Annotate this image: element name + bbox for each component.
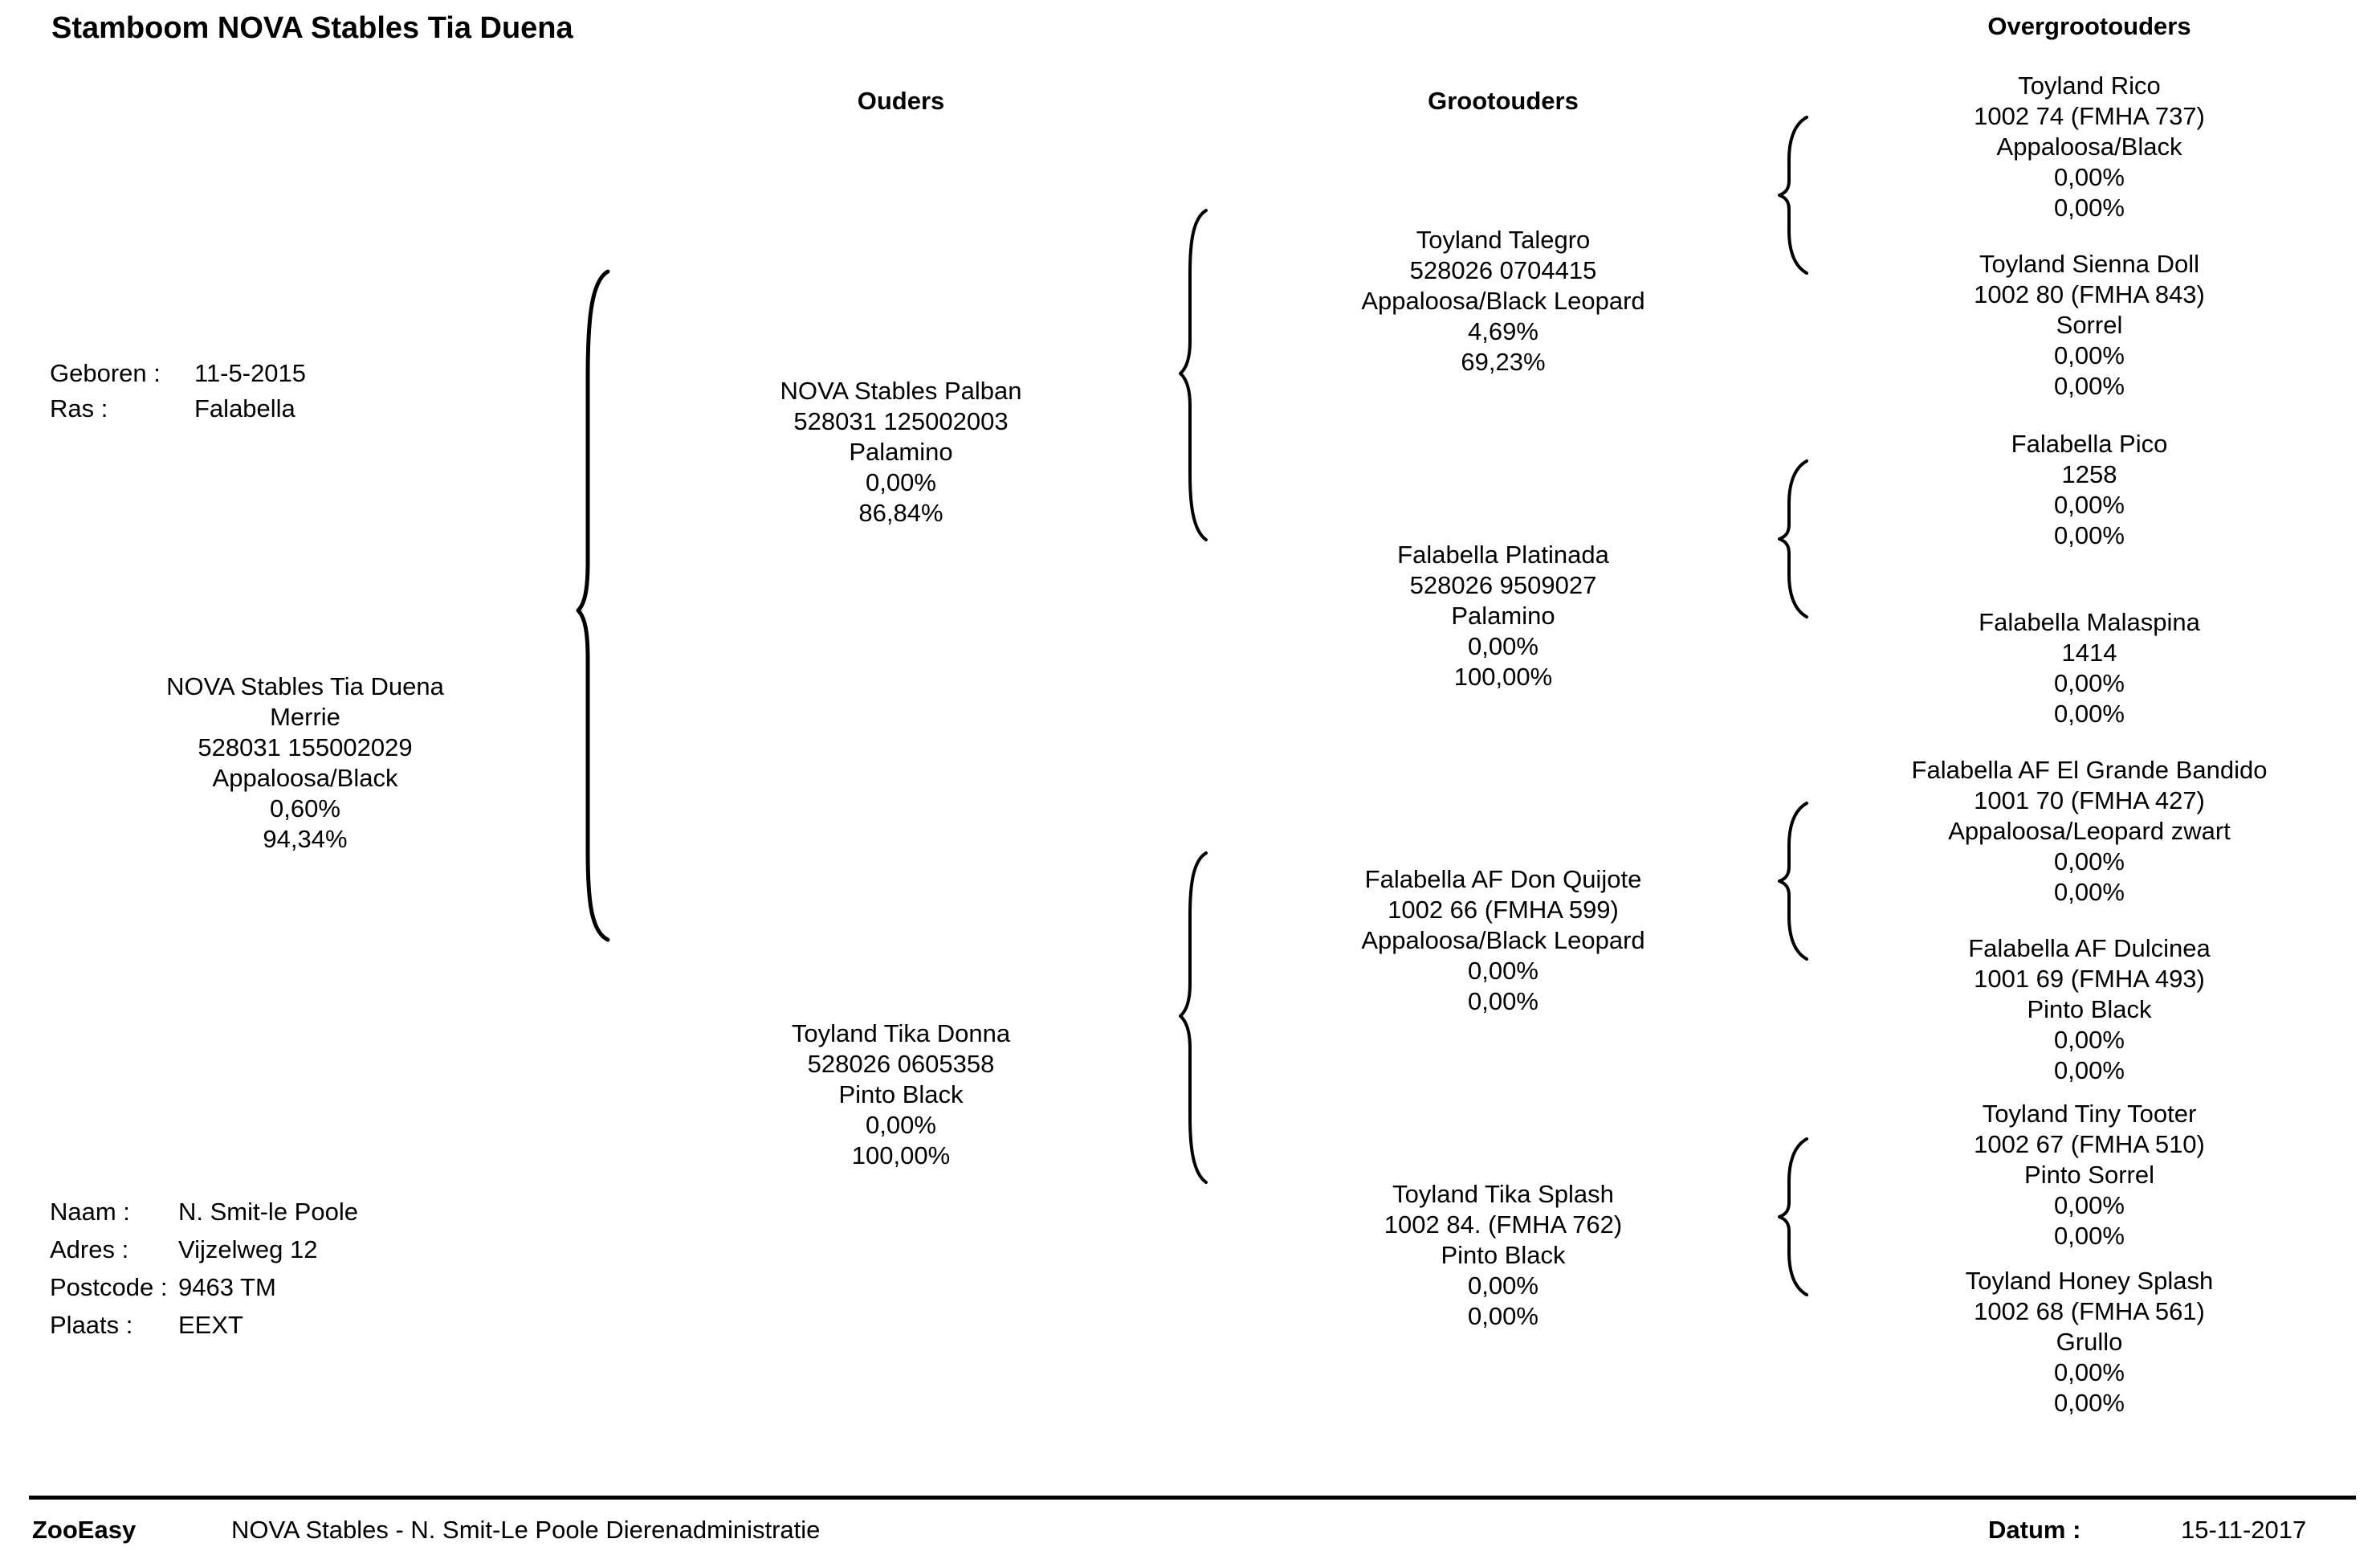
brace-grandparent-3: [1779, 803, 1807, 959]
great-grandparent-1-registration: 1002 74 (FMHA 737): [1974, 102, 2205, 130]
great-grandparent-3-percentage: 0,00%: [2054, 521, 2125, 549]
grandparent-4: [1254, 1179, 1752, 1332]
great-grandparent-3-inbreeding: 0,00%: [2054, 491, 2125, 519]
great-grandparent-1: [1840, 71, 2338, 223]
great-grandparent-2-color: Sorrel: [2056, 311, 2123, 339]
header-overgrootouders: Overgrootouders: [1987, 12, 2191, 40]
owner-city-value: EEXT: [178, 1311, 243, 1339]
great-grandparent-5-name: Falabella AF El Grande Bandido: [1911, 756, 2268, 784]
header-grootouders: Grootouders: [1428, 87, 1579, 115]
great-grandparent-4-name: Falabella Malaspina: [1979, 608, 2200, 636]
grandparent-1-color: Appaloosa/Black Leopard: [1361, 287, 1645, 315]
subject-inbreeding: 0,60%: [270, 794, 340, 822]
great-grandparent-6-registration: 1001 69 (FMHA 493): [1974, 965, 2205, 993]
great-grandparent-7: [1840, 1099, 2338, 1251]
great-grandparent-1-name: Toyland Rico: [2018, 71, 2161, 100]
parent-sire-inbreeding: 0,00%: [866, 468, 936, 496]
brace-parent-sire: [1180, 210, 1206, 540]
subject-name: NOVA Stables Tia Duena: [166, 672, 444, 700]
grandparent-2-inbreeding: 0,00%: [1468, 632, 1538, 660]
subject-block: [112, 671, 498, 855]
parent-dam-registration: 528026 0605358: [807, 1050, 995, 1078]
great-grandparent-4-inbreeding: 0,00%: [2054, 669, 2125, 697]
born-label: Geboren :: [50, 359, 161, 387]
brace-grandparent-4: [1779, 1139, 1807, 1295]
great-grandparent-2-registration: 1002 80 (FMHA 843): [1974, 280, 2205, 308]
parent-dam-percentage: 100,00%: [851, 1141, 951, 1169]
parent-sire-color: Palamino: [849, 438, 953, 466]
footer-date-value: 15-11-2017: [2181, 1516, 2307, 1544]
great-grandparent-3-registration: 1258: [2061, 460, 2117, 488]
breed-label: Ras :: [50, 394, 108, 422]
great-grandparent-8: [1840, 1266, 2338, 1418]
brace-subject: [578, 271, 608, 940]
grandparent-4-percentage: 0,00%: [1468, 1302, 1538, 1330]
parent-sire-name: NOVA Stables Palban: [780, 377, 1022, 405]
great-grandparent-2: [1840, 249, 2338, 402]
footer-description: NOVA Stables - N. Smit-Le Poole Dierenadministratie: [231, 1516, 821, 1544]
subject-percentage: 94,34%: [263, 825, 348, 853]
breed-value: Falabella: [194, 394, 295, 422]
grandparent-2-color: Palamino: [1451, 602, 1555, 630]
grandparent-1: [1254, 225, 1752, 378]
great-grandparent-6-name: Falabella AF Dulcinea: [1968, 934, 2211, 962]
footer-brand: ZooEasy: [32, 1516, 137, 1544]
owner-address-value: Vijzelweg 12: [178, 1235, 318, 1263]
great-grandparent-4-percentage: 0,00%: [2054, 700, 2125, 728]
subject-sex: Merrie: [270, 703, 340, 731]
grandparent-2: [1254, 540, 1752, 692]
header-ouders: Ouders: [857, 87, 945, 115]
owner-address-label: Adres :: [50, 1235, 129, 1263]
grandparent-1-name: Toyland Talegro: [1416, 226, 1591, 254]
great-grandparent-5: [1840, 755, 2338, 908]
parent-sire-percentage: 86,84%: [858, 499, 943, 527]
great-grandparent-5-inbreeding: 0,00%: [2054, 847, 2125, 875]
great-grandparent-4-registration: 1414: [2061, 639, 2117, 667]
great-grandparent-5-color: Appaloosa/Leopard zwart: [1948, 817, 2231, 845]
brace-grandparent-1: [1779, 117, 1807, 273]
great-grandparent-7-registration: 1002 67 (FMHA 510): [1974, 1130, 2205, 1158]
grandparent-3-name: Falabella AF Don Quijote: [1364, 865, 1642, 893]
parent-sire: [700, 376, 1102, 529]
great-grandparent-8-registration: 1002 68 (FMHA 561): [1974, 1297, 2205, 1325]
great-grandparent-8-percentage: 0,00%: [2054, 1389, 2125, 1417]
great-grandparent-4: [1840, 607, 2338, 729]
grandparent-4-inbreeding: 0,00%: [1468, 1271, 1538, 1300]
grandparent-3: [1254, 864, 1752, 1017]
great-grandparent-7-inbreeding: 0,00%: [2054, 1191, 2125, 1219]
grandparent-1-percentage: 69,23%: [1461, 348, 1546, 376]
grandparent-2-percentage: 100,00%: [1453, 663, 1553, 691]
subject-registration: 528031 155002029: [198, 733, 413, 761]
great-grandparent-3: [1840, 429, 2338, 551]
great-grandparent-2-name: Toyland Sienna Doll: [1979, 250, 2199, 278]
brace-grandparent-2: [1779, 461, 1807, 617]
grandparent-3-color: Appaloosa/Black Leopard: [1361, 926, 1645, 954]
grandparent-1-registration: 528026 0704415: [1409, 256, 1597, 284]
grandparent-1-inbreeding: 4,69%: [1468, 317, 1538, 345]
great-grandparent-8-name: Toyland Honey Splash: [1965, 1267, 2214, 1295]
parent-dam: [700, 1018, 1102, 1171]
owner-name-label: Naam :: [50, 1198, 130, 1226]
subject-color: Appaloosa/Black: [212, 764, 398, 792]
footer-date-label: Datum :: [1988, 1516, 2081, 1544]
great-grandparent-1-color: Appaloosa/Black: [1996, 133, 2182, 161]
parent-dam-inbreeding: 0,00%: [866, 1111, 936, 1139]
owner-postcode-label: Postcode :: [50, 1273, 168, 1301]
great-grandparent-2-inbreeding: 0,00%: [2054, 341, 2125, 369]
grandparent-2-name: Falabella Platinada: [1397, 541, 1609, 569]
grandparent-2-registration: 528026 9509027: [1409, 571, 1597, 599]
great-grandparent-7-percentage: 0,00%: [2054, 1222, 2125, 1250]
owner-name-value: N. Smit-le Poole: [178, 1198, 358, 1226]
great-grandparent-7-color: Pinto Sorrel: [2024, 1161, 2154, 1189]
great-grandparent-1-inbreeding: 0,00%: [2054, 163, 2125, 191]
parent-dam-color: Pinto Black: [838, 1080, 964, 1108]
brace-parent-dam: [1180, 853, 1206, 1182]
grandparent-3-inbreeding: 0,00%: [1468, 957, 1538, 985]
owner-postcode-value: 9463 TM: [178, 1273, 276, 1301]
great-grandparent-7-name: Toyland Tiny Tooter: [1982, 1100, 2197, 1128]
parent-sire-registration: 528031 125002003: [793, 407, 1009, 435]
owner-city-label: Plaats :: [50, 1311, 133, 1339]
parent-dam-name: Toyland Tika Donna: [791, 1019, 1011, 1047]
great-grandparent-1-percentage: 0,00%: [2054, 194, 2125, 222]
great-grandparent-3-name: Falabella Pico: [2011, 430, 2168, 458]
great-grandparent-6-inbreeding: 0,00%: [2054, 1026, 2125, 1054]
grandparent-4-name: Toyland Tika Splash: [1392, 1180, 1614, 1208]
great-grandparent-6-color: Pinto Black: [2027, 995, 2152, 1023]
grandparent-3-registration: 1002 66 (FMHA 599): [1388, 896, 1619, 924]
great-grandparent-5-percentage: 0,00%: [2054, 878, 2125, 906]
born-value: 11-5-2015: [194, 359, 307, 387]
great-grandparent-5-registration: 1001 70 (FMHA 427): [1974, 786, 2205, 814]
great-grandparent-6: [1840, 933, 2338, 1086]
great-grandparent-8-inbreeding: 0,00%: [2054, 1358, 2125, 1386]
great-grandparent-6-percentage: 0,00%: [2054, 1056, 2125, 1084]
great-grandparent-8-color: Grullo: [2056, 1328, 2123, 1356]
page-title: Stamboom NOVA Stables Tia Duena: [51, 11, 573, 45]
grandparent-4-color: Pinto Black: [1441, 1241, 1566, 1269]
grandparent-4-registration: 1002 84. (FMHA 762): [1384, 1210, 1623, 1239]
grandparent-3-percentage: 0,00%: [1468, 987, 1538, 1015]
footer-divider: [29, 1496, 2356, 1500]
great-grandparent-2-percentage: 0,00%: [2054, 372, 2125, 400]
